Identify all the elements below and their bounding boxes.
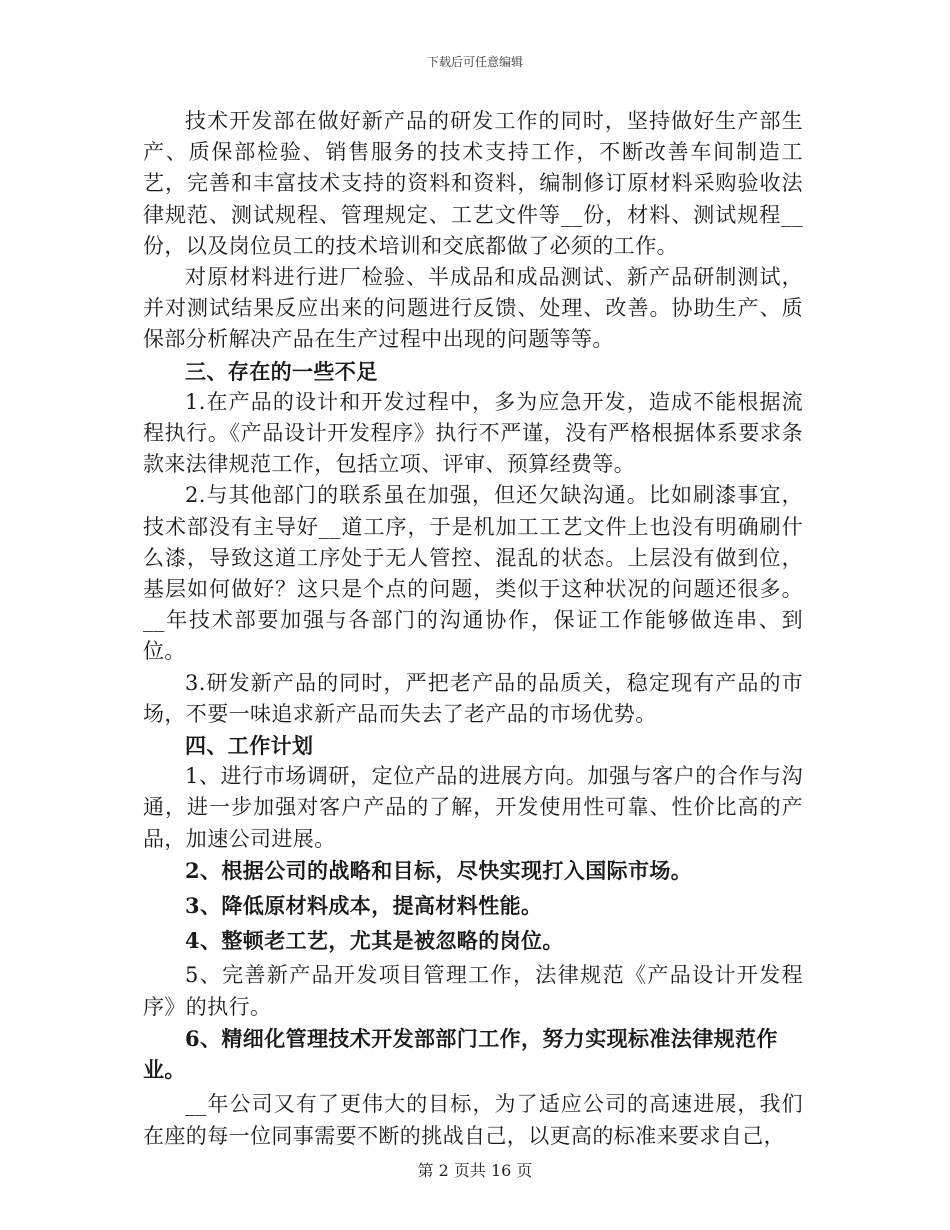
paragraph-tech-support: 技术开发部在做好新产品的研发工作的同时，坚持做好生产部生产、质保部检验、销售服务的技术支持工作，不断改善车间制造工艺，完善和丰富技术支持的资料和资料，编制修订原材料采购验收法律规范、测试规程、管理规定、工艺文件等__份，材料、测试规程__份，以及岗位员工的技术培训和交底都做了必须的工作。 bbox=[143, 109, 803, 258]
page-header: 下载后可任意编辑 bbox=[426, 55, 523, 69]
paragraph-shortcoming-3: 3.研发新产品的同时，严把老产品的品质关，稳定现有产品的市场，不要一味追求新产品而失去了老产品的市场优势。 bbox=[143, 670, 803, 726]
paragraph-plan-5: 5、完善新产品开发项目管理工作，法律规范《产品设计开发程序》的执行。 bbox=[143, 963, 803, 1019]
plan-item-2: 2、根据公司的战略和目标，尽快实现打入国际市场。 bbox=[185, 857, 693, 883]
page-number: 第 2 页共 16 页 bbox=[417, 1161, 533, 1180]
section-heading-work-plan: 四、工作计划 bbox=[185, 733, 314, 759]
document-body bbox=[143, 106, 803, 1152]
paragraph-closing: __年公司又有了更伟大的目标，为了适应公司的高速进展，我们在座的每一位同事需要不断的挑战自己，以更高的标准来要求自己， bbox=[143, 1092, 803, 1148]
plan-item-6: 6、精细化管理技术开发部部门工作，努力实现标准法律规范作业。 bbox=[143, 1025, 778, 1083]
plan-item-4: 4、整顿老工艺，尤其是被忽略的岗位。 bbox=[185, 928, 564, 954]
paragraph-testing: 对原材料进行进厂检验、半成品和成品测试、新产品研制测试，并对测试结果反应出来的问题进行反馈、处理、改善。协助生产、质保部分析解决产品在生产过程中出现的问题等等。 bbox=[143, 265, 803, 352]
section-heading-shortcomings: 三、存在的一些不足 bbox=[185, 358, 378, 384]
paragraph-shortcoming-1: 1.在产品的设计和开发过程中，多为应急开发，造成不能根据流程执行。《产品设计开发程序》执行不严谨，没有严格根据体系要求条款来法律规范工作，包括立项、评审、预算经费等。 bbox=[143, 389, 803, 477]
plan-item-3: 3、降低原材料成本，提高材料性能。 bbox=[185, 893, 543, 919]
paragraph-plan-1: 1、进行市场调研，定位产品的进展方向。加强与客户的合作与沟通，进一步加强对客户产品的了解，开发使用性可靠、性价比高的产品，加速公司进展。 bbox=[143, 764, 803, 851]
paragraph-shortcoming-2: 2.与其他部门的联系虽在加强，但还欠缺沟通。比如刷漆事宜，技术部没有主导好__道工序，于是机加工工艺文件上也没有明确刷什么漆，导致这道工序处于无人管控、混乱的状态。上层没有做到位，基层如何做好？这只是个点的问题，类似于这种状况的问题还很多。__年技术部要加强与各部门的沟通协作，保证工作能够做连串、到位。 bbox=[143, 483, 803, 664]
